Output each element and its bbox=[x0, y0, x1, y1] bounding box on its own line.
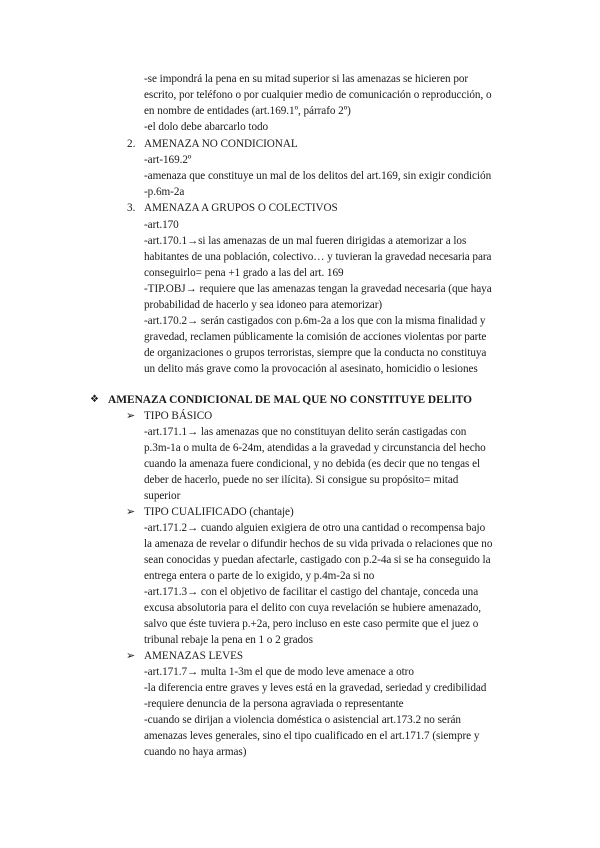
body-line: -p.6m-2a bbox=[144, 186, 185, 198]
body-line: -art.171.2→ cuando alguien exigiera de otro una cantidad o recompensa bajo bbox=[144, 522, 486, 534]
body-line: -art.171.1→ las amenazas que no constituyan delito serán castigadas con bbox=[144, 426, 467, 438]
body-line: habitantes de una población, colectivo… y tuvieran la gravedad necesaria para bbox=[144, 251, 492, 263]
section-title-amenaza-no-condicional: AMENAZA NO CONDICIONAL bbox=[144, 138, 298, 150]
body-line: un delito más grave como la provocación al asesinato, homicidio o lesiones bbox=[144, 363, 478, 375]
subsection-title-amenazas-leves: AMENAZAS LEVES bbox=[144, 650, 244, 662]
body-line: -requiere denuncia de la persona agraviada o representante bbox=[144, 698, 404, 710]
body-line: p.3m-1a o multa de 6-24m, atendidas a la gravedad y circunstancia del hecho bbox=[144, 442, 486, 454]
intro-line: -se impondrá la pena en su mitad superior si las amenazas se hicieren por bbox=[144, 73, 469, 85]
body-line: -art.170.1→si las amenazas de un mal fueren dirigidas a atemorizar a los bbox=[144, 235, 467, 247]
body-line: salvo que éste tuviera p.+2a, pero incluso en este caso permite que el juez o bbox=[144, 618, 479, 630]
body-line: -la diferencia entre graves y leves está en la gravedad, seriedad y credibilidad bbox=[144, 682, 487, 694]
arrowhead-bullet-icon: ➢ bbox=[126, 506, 136, 518]
intro-line: en nombre de entidades (art.169.1º, párrafo 2º) bbox=[144, 105, 351, 117]
subsection-title-tipo-basico: TIPO BÁSICO bbox=[144, 410, 213, 422]
body-line: -amenaza que constituye un mal de los delitos del art.169, sin exigir condición bbox=[144, 170, 492, 182]
body-line: conseguirlo= pena +1 grado a las del art. 169 bbox=[144, 267, 344, 279]
section-heading: AMENAZA CONDICIONAL DE MAL QUE NO CONSTITUYE DELITO bbox=[108, 394, 473, 406]
body-line: de organizaciones o grupos terroristas, siempre que la conducta no constituya bbox=[144, 347, 487, 359]
body-line: deber de hacerlo, puede no ser ilícita). Si consigue su propósito= mitad bbox=[144, 474, 459, 486]
body-line: -art.170.2→ serán castigados con p.6m-2a a los que con la misma finalidad y bbox=[144, 315, 486, 327]
body-line: -TIP.OBJ→ requiere que las amenazas tengan la gravedad necesaria (que haya bbox=[144, 283, 492, 295]
body-line: tribunal rebaje la pena en 1 o 2 grados bbox=[144, 634, 313, 646]
body-line: -art.171.3→ con el objetivo de facilitar el castigo del chantaje, conceda una bbox=[144, 586, 479, 598]
body-line: -cuando se dirijan a violencia doméstica o asistencial art.173.2 no serán bbox=[144, 714, 461, 726]
intro-line: -el dolo debe abarcarlo todo bbox=[144, 121, 269, 133]
body-line: excusa absolutoria para el delito con cuya revelación se hubiere amenazado, bbox=[144, 602, 481, 614]
body-line: gravedad, reclamen públicamente la comisión de acciones violentas por parte bbox=[144, 331, 487, 343]
arrowhead-bullet-icon: ➢ bbox=[126, 650, 136, 662]
body-line: probabilidad de hacerlo y sea idoneo para atemorizar) bbox=[144, 299, 383, 311]
list-number: 2. bbox=[127, 138, 136, 150]
subsection-title-tipo-cualificado: TIPO CUALIFICADO (chantaje) bbox=[144, 506, 294, 518]
section-title-amenaza-grupos: AMENAZA A GRUPOS O COLECTIVOS bbox=[144, 202, 338, 214]
intro-line: escrito, por teléfono o por cualquier medio de comunicación o reproducción, o bbox=[144, 89, 492, 101]
body-line: -art.170 bbox=[144, 219, 179, 231]
body-line: entrega entera o parte de lo exigido, y p.4m-2a si no bbox=[144, 570, 375, 582]
body-line: superior bbox=[144, 490, 181, 502]
body-line: -art-169.2º bbox=[144, 154, 192, 166]
body-line: cuando la amenaza fuere condicional, y no debida (es decir que no tengas el bbox=[144, 458, 481, 470]
body-line: -art.171.7→ multa 1-3m el que de modo leve amenace a otro bbox=[144, 666, 414, 678]
body-line: la amenaza de revelar o difundir hechos de su vida privada o relaciones que no bbox=[144, 538, 493, 550]
body-line: sean conocidas y puedan afectarle, castigado con p.2-4a si se ha conseguido la bbox=[144, 554, 491, 566]
body-line: cuando no haya armas) bbox=[144, 746, 247, 758]
body-line: amenazas leves generales, sino el tipo cualificado en el art.171.7 (siempre y bbox=[144, 730, 480, 742]
list-number: 3. bbox=[127, 202, 136, 214]
diamond-bullet-icon: ❖ bbox=[90, 394, 99, 405]
arrowhead-bullet-icon: ➢ bbox=[126, 410, 136, 422]
